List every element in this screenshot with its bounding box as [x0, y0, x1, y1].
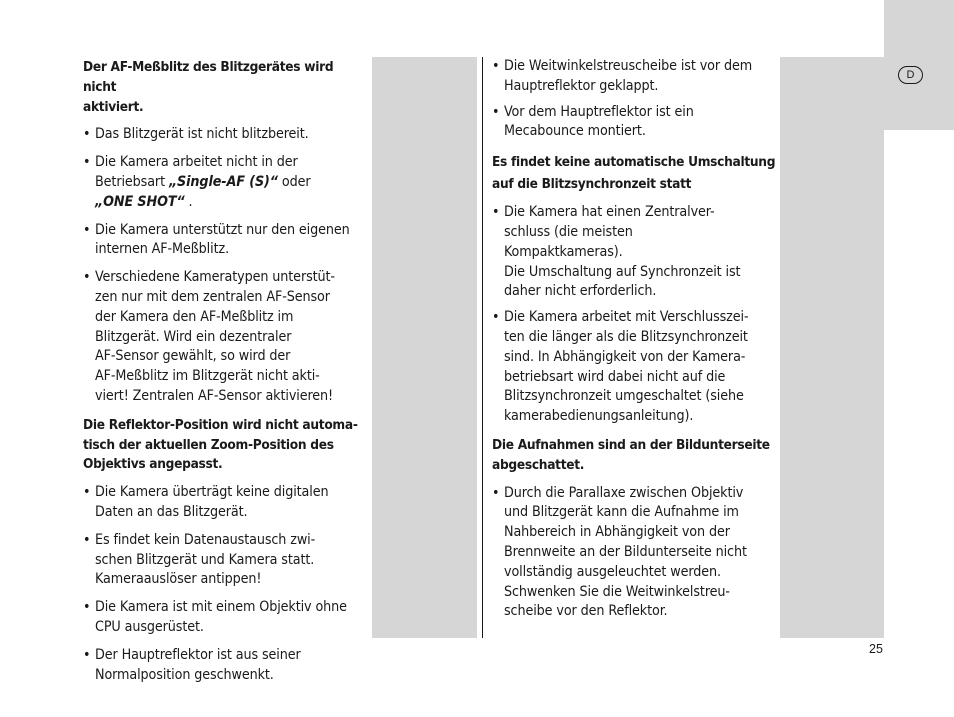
heading-reflector-position: Die Reflektor-Position wird nicht automa- tisch der aktuellen Zoom-Position des Objektivs angepasst.	[83, 416, 358, 473]
emphasis-single-af: „Single-AF (S)“	[168, 173, 278, 190]
heading-af-beam: Der AF-Meßblitz des Blitzgerätes wird nicht aktiviert.	[83, 59, 334, 115]
list-item-text: .	[184, 193, 193, 210]
list-item	[83, 646, 370, 686]
bullet: •	[492, 58, 500, 74]
column-divider	[482, 57, 483, 638]
list-item	[492, 203, 776, 302]
gray-panel-left	[372, 57, 477, 638]
gray-panel-right	[780, 57, 884, 638]
bullet: •	[492, 103, 500, 120]
bullet: •	[83, 484, 91, 501]
list-item-text: Die Kamera arbeitet nicht in der Betriebsart	[95, 154, 298, 190]
bullet: •	[492, 484, 500, 501]
list-item	[83, 221, 370, 261]
language-badge: D	[898, 66, 923, 84]
list-item-text: Es findet kein Datenaustausch zwi- schen Blitzgerät und Kamera statt. Kameraauslöser antippen!	[95, 531, 316, 588]
bullet: •	[492, 204, 500, 221]
page-number: 25	[869, 642, 883, 656]
list-item-text: Die Kamera ist mit einem Objektiv ohne CPU ausgerüstet.	[95, 599, 347, 635]
gray-tab-corner	[884, 0, 954, 130]
list-item	[83, 268, 370, 407]
heading-sync-speed: Es findet keine automatische Umschaltung auf die Blitzsynchronzeit statt	[492, 154, 776, 193]
list-item-text: Die Kamera hat einen Zentralver- schluss (die meisten Kompaktkameras). Die Umschaltung auf Synchronzeit ist daher nicht erforderlich.	[504, 204, 741, 300]
list-item-text: Die Kamera unterstützt nur den eigenen internen AF-Meßblitz.	[95, 221, 350, 258]
bullet: •	[83, 126, 91, 143]
list-item	[492, 103, 776, 143]
left-column	[83, 57, 370, 685]
bullet: •	[492, 309, 500, 326]
list-item-text: Die Kamera arbeitet mit Verschlusszei- ten die länger als die Blitzsynchronzeit sind. In Abhängigkeit von der Kamera- betriebsart wird dabei nicht auf die Blitzsynchronzeit umgeschaltet (siehe kamerabedienungsanleitung).	[504, 309, 749, 425]
list-item	[492, 57, 776, 97]
bullet: •	[83, 154, 91, 171]
list-item-text: Die Kamera überträgt keine digitalen Daten an das Blitzgerät.	[95, 484, 329, 520]
list-item	[83, 125, 370, 145]
list-item-text: Das Blitzgerät ist nicht blitzbereit.	[95, 126, 309, 143]
list-item-text: Durch die Parallaxe zwischen Objektiv und Blitzgerät kann die Aufnahme im Nahbereich in Abhängigkeit von der Brennweite an der Bildunterseite nicht vollständig ausgeleuchtet werden. Schwenken Sie die Weitwinkelstreu- scheibe vor den Reflektor.	[504, 484, 747, 620]
right-column	[492, 57, 776, 622]
list-item	[83, 598, 370, 638]
list-item	[83, 483, 370, 523]
list-item	[492, 308, 776, 427]
list-item-text: Der Hauptreflektor ist aus seiner Normalposition geschwenkt.	[95, 646, 301, 683]
bullet: •	[83, 599, 91, 616]
bullet: •	[83, 646, 91, 663]
list-item-text: oder	[281, 173, 311, 190]
heading-shadowed-bottom: Die Aufnahmen sind an der Bildunterseite abgeschattet.	[492, 436, 770, 473]
list-item	[492, 484, 776, 623]
bullet: •	[83, 531, 91, 548]
list-item	[83, 531, 370, 590]
list-item	[83, 153, 370, 212]
list-item-text: Vor dem Hauptreflektor ist ein Mecabounce montiert.	[504, 103, 694, 140]
bullet: •	[83, 269, 91, 286]
bullet: •	[83, 221, 91, 238]
list-item-text: Verschiedene Kameratypen unterstüt- zen nur mit dem zentralen AF-Sensor der Kamera den AF-Meßblitz im Blitzgerät. Wird ein dezentraler AF-Sensor gewählt, so wird der AF-Meßblitz im Blitzgerät nicht akti- viert! Zentralen AF-Sensor aktivieren!	[95, 269, 335, 404]
list-item-text: Die Weitwinkelstreuscheibe ist vor dem Hauptreflektor geklappt.	[504, 58, 753, 94]
emphasis-one-shot: „ONE SHOT“	[95, 193, 185, 210]
